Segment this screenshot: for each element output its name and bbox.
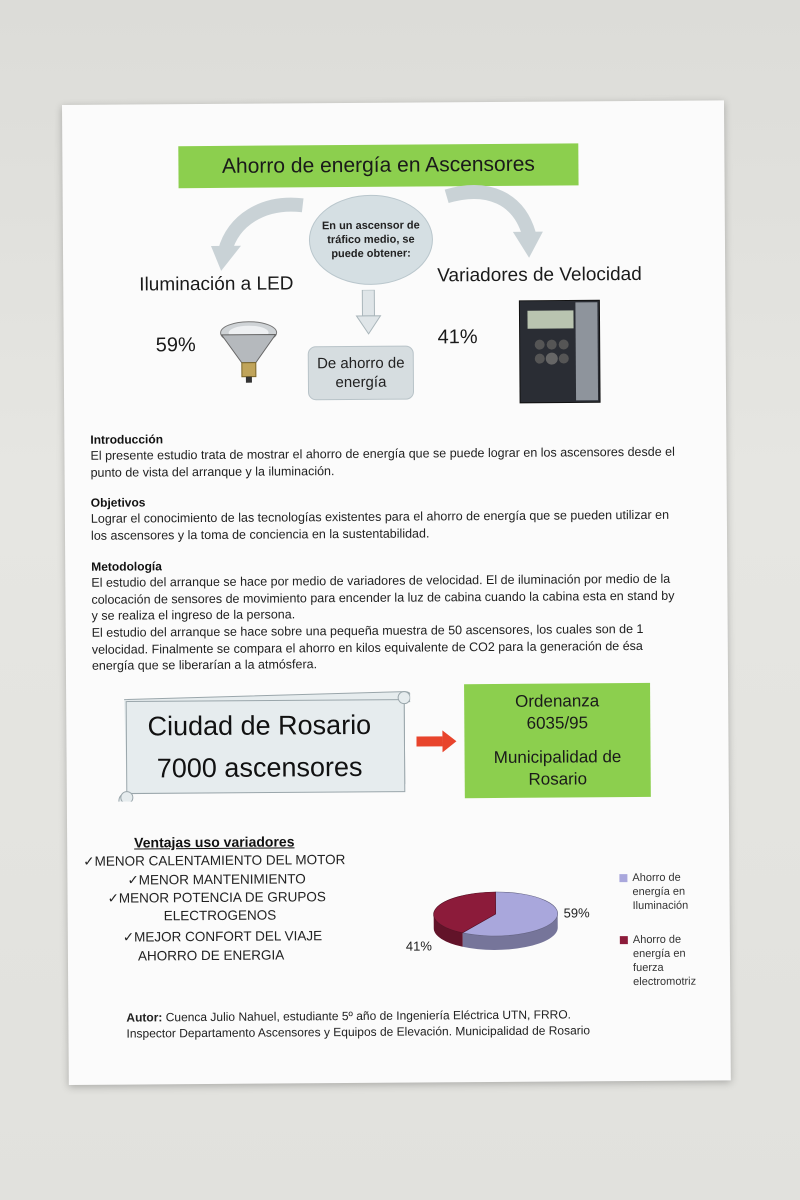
ventajas-title: Ventajas uso variadores xyxy=(134,833,295,851)
ordenanza-line-3: Municipalidad de xyxy=(493,747,622,768)
legend-2-line-4: electromotriz xyxy=(633,975,697,989)
metodologia-text-2: El estudio del arranque se hace sobre una pequeña muestra de 50 ascensores, los cuales son de 1 velocidad. Finalmente se compara el ahorro en kilos equivalente de CO2 para la generación de ésa energía que se liberarían a la atmósfera. xyxy=(91,621,644,673)
ventaja-item-5: ✓MEJOR CONFORT DEL VIAJE xyxy=(122,928,323,945)
speed-drive-icon xyxy=(515,296,610,407)
autor xyxy=(126,1006,686,1042)
poster-title: Ahorro de energía en Ascensores xyxy=(178,143,578,188)
ventaja-item-2: ✓MENOR MANTENIMIENTO xyxy=(127,871,306,888)
arrow-right-icon xyxy=(416,730,458,752)
ordenanza-line-2: 6035/95 xyxy=(526,713,589,733)
curved-arrow-left-icon xyxy=(203,195,314,276)
intro-heading: Introducción xyxy=(90,432,164,447)
metodologia-heading: Metodología xyxy=(91,559,162,574)
pie-label-1: 41% xyxy=(405,938,432,954)
ahorro-box: De ahorro de energía xyxy=(308,346,414,401)
autor-line-2: Inspector Departamento Ascensores y Equipos de Elevación. Municipalidad de Rosario xyxy=(126,1023,591,1041)
legend-item-2 xyxy=(620,933,696,990)
scroll-line-1: Ciudad de Rosario xyxy=(147,709,372,741)
ventaja-item-3: ✓MENOR POTENCIA DE GRUPOS xyxy=(107,889,326,906)
info-bubble: En un ascensor de tráfico medio, se puede obtener: xyxy=(309,194,434,285)
poster xyxy=(62,100,731,1085)
ventaja-item-1: ✓MENOR CALENTAMIENTO DEL MOTOR xyxy=(83,852,346,869)
arrow-down-icon xyxy=(355,290,381,336)
legend-2-line-3: fuerza xyxy=(632,961,664,975)
legend-swatch-2 xyxy=(620,936,628,944)
variadores-label: Variadores de Velocidad xyxy=(437,263,642,287)
intro-text: El presente estudio trata de mostrar el ahorro de energía que se puede lograr en los ascensores desde el punto de vista del arranque y la iluminación. xyxy=(90,444,675,480)
led-bulb-icon xyxy=(215,318,281,384)
legend xyxy=(619,871,696,990)
legend-1-line-1: Ahorro de xyxy=(632,871,681,885)
objetivos-text: Lograr el conocimiento de las tecnologías existentes para el ahorro de energía que se pueden utilizar en los ascensores y la toma de conciencia en la sustentabilidad. xyxy=(90,507,670,543)
legend-item-1 xyxy=(619,871,695,914)
autor-line-1: Cuenca Julio Nahuel, estudiante 5º año de Ingeniería Eléctrica UTN, FRRO. xyxy=(162,1007,572,1025)
legend-swatch-1 xyxy=(619,874,627,882)
led-percent: 59% xyxy=(155,334,196,357)
ventaja-item-6: AHORRO DE ENERGIA xyxy=(137,947,285,964)
pie-label-0: 59% xyxy=(563,905,590,921)
ventaja-item-4: ELECTROGENOS xyxy=(163,907,277,924)
objetivos-heading: Objetivos xyxy=(90,495,146,510)
legend-1-line-3: Iluminación xyxy=(632,899,689,913)
legend-2-line-1: Ahorro de xyxy=(632,933,682,947)
ordenanza-line-1: Ordenanza xyxy=(515,691,600,711)
legend-2-line-2: energía en xyxy=(632,947,686,961)
variadores-percent: 41% xyxy=(437,326,478,349)
legend-1-line-2: energía en xyxy=(632,885,686,899)
scroll-text xyxy=(114,698,405,795)
scroll-line-2: 7000 ascensores xyxy=(156,751,363,783)
led-label: Iluminación a LED xyxy=(139,273,294,296)
metodologia-text: El estudio del arranque se hace por medio de variadores de velocidad. El de iluminación por medio de la colocación de sensores de movimiento para encender la luz de cabina cuando la cabina esta en stand by y se realiza el ingreso de la persona. xyxy=(91,571,675,623)
pie-chart xyxy=(395,879,606,970)
autor-label: Autor: xyxy=(126,1010,163,1025)
curved-arrow-right-icon xyxy=(439,184,550,265)
ordenanza-line-4: Rosario xyxy=(528,769,588,789)
ordenanza-box xyxy=(464,683,651,798)
